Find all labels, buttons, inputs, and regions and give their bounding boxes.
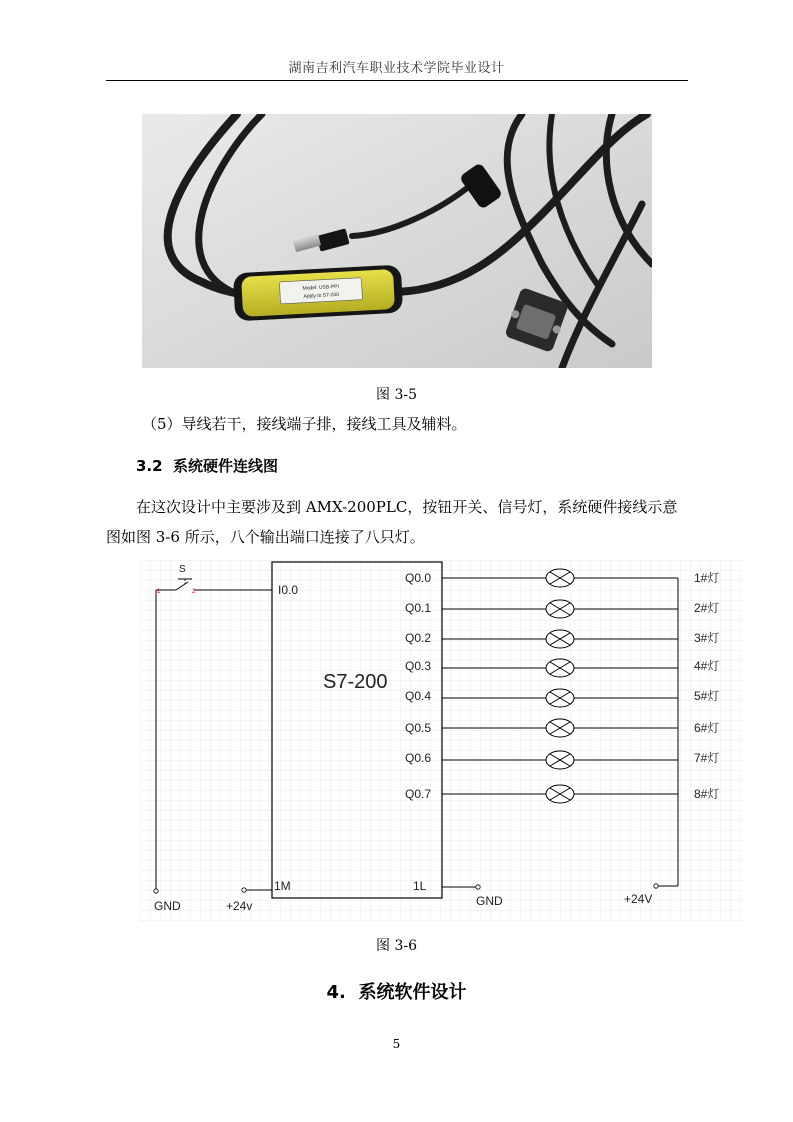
- lamp-icon: [546, 785, 574, 803]
- wiring-diagram: [140, 560, 742, 922]
- switch-pin-1: 1: [157, 589, 161, 595]
- lamp-label: 3#灯: [694, 631, 720, 645]
- switch-label: S: [179, 564, 186, 575]
- lamp-icon: [546, 600, 574, 618]
- usb-ppi-cable-photo: [142, 114, 652, 368]
- gnd-left-terminal: [154, 889, 158, 893]
- v24-left-terminal: [242, 888, 246, 892]
- lamp-icon: [546, 689, 574, 707]
- section-3-2-title: 系统硬件连线图: [173, 457, 279, 475]
- paragraph-section-3-2: 在这次设计中主要涉及到 AMX-200PLC，按钮开关、信号灯，系统硬件接线示意图如图 3-6 所示，八个输出端口连接了八只灯。: [106, 498, 678, 546]
- photo-label-model: Model: USB-PPI: [302, 283, 340, 292]
- header-rule: [106, 80, 688, 81]
- output-label: Q0.6: [405, 751, 432, 765]
- l-label: 1L: [413, 879, 427, 893]
- paragraph-item-5: （5）导线若干，接线端子排，接线工具及辅料。: [142, 415, 467, 433]
- output-label: Q0.4: [405, 689, 432, 703]
- output-label: Q0.0: [405, 571, 432, 585]
- gnd-left-label: GND: [154, 899, 181, 913]
- v24-right-label: +24V: [624, 892, 653, 906]
- lamp-label: 2#灯: [694, 601, 720, 615]
- output-label: Q0.1: [405, 601, 432, 615]
- output-label: Q0.3: [405, 659, 432, 673]
- output-label: Q0.2: [405, 631, 432, 645]
- v24-right-terminal: [654, 884, 658, 888]
- section-3-2-heading: [136, 455, 278, 476]
- switch-pin-2: 2: [192, 589, 196, 595]
- section-3-2-number: 3.2: [136, 457, 163, 475]
- lamp-icon: [546, 630, 574, 648]
- section-4-number: 4.: [326, 982, 346, 1003]
- output-label: Q0.7: [405, 787, 432, 801]
- output-label: Q0.5: [405, 721, 432, 735]
- figure-3-6-caption: 图 3-6: [376, 938, 417, 954]
- lamp-icon: [546, 719, 574, 737]
- section-4-title: 系统软件设计: [358, 982, 467, 1003]
- figure-3-5-caption: 图 3-5: [376, 387, 417, 403]
- lamp-icon: [546, 751, 574, 769]
- plc-label: S7-200: [323, 671, 388, 693]
- diagram-grid: [140, 560, 742, 922]
- gnd-right-label: GND: [476, 894, 503, 908]
- gnd-right-terminal: [476, 885, 480, 889]
- photo-label-apply: Apply to S7-200: [303, 291, 340, 300]
- lamp-label: 7#灯: [694, 751, 720, 765]
- v24-left-label: +24v: [226, 899, 253, 913]
- lamp-label: 8#灯: [694, 787, 720, 801]
- lamp-label: 4#灯: [694, 659, 720, 673]
- lamp-icon: [546, 659, 574, 677]
- m-label: 1M: [274, 879, 291, 893]
- section-4-heading: [0, 978, 793, 1004]
- lamp-icon: [546, 569, 574, 587]
- page-header-title: 湖南吉利汽车职业技术学院毕业设计: [288, 61, 505, 76]
- lamp-label: 5#灯: [694, 689, 720, 703]
- page-number: 5: [392, 1037, 401, 1051]
- input-label-i00: I0.0: [278, 583, 299, 597]
- lamp-label: 6#灯: [694, 721, 720, 735]
- lamp-label: 1#灯: [694, 571, 720, 585]
